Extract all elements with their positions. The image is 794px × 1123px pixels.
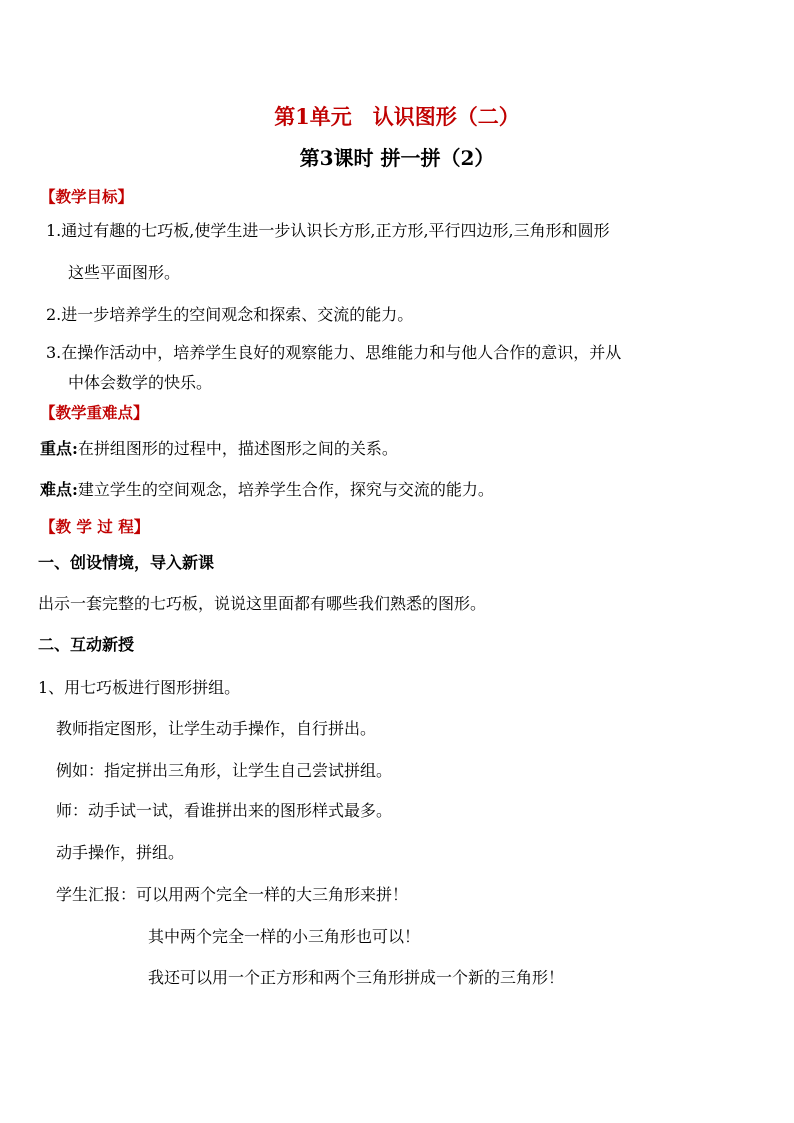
section-2-heading: 二、互动新授 [38,635,135,654]
process-heading: 【教 学 过 程】 [40,517,150,536]
lesson-subtitle: 第3课时 拼一拼（2） [299,146,495,170]
difficulty-label: 难点: [40,480,78,499]
objectives-heading: 【教学目标】 [40,187,134,206]
section-1-text: 出示一套完整的七巧板，说说这里面都有哪些我们熟悉的图形。 [38,594,487,613]
unit-title: 第1单元 认识图形（二） [274,104,520,129]
paragraph-5: 学生汇报：可以用两个完全一样的大三角形来拼！ [56,885,409,904]
step-1: 1、用七巧板进行图形拼组。 [38,678,241,697]
focus-label: 重点: [40,439,78,458]
paragraph-2: 例如：指定拼出三角形，让学生自己尝试拼组。 [56,761,393,780]
objective-1-line-1: 1.通过有趣的七巧板,使学生进一步认识长方形,正方形,平行四边形,三角形和圆形 [46,221,610,240]
objective-1-line-2: 这些平面图形。 [68,263,181,282]
keypoints-heading: 【教学重难点】 [40,403,149,422]
section-1-heading: 一、创设情境，导入新课 [38,553,215,572]
paragraph-1: 教师指定图形，让学生动手操作，自行拼出。 [56,719,377,738]
objective-3-line-2: 中体会数学的快乐。 [68,373,213,392]
paragraph-3: 师：动手试一试，看谁拼出来的图形样式最多。 [56,801,393,820]
difficulty-row [40,479,494,501]
difficulty-text: 建立学生的空间观念，培养学生合作，探究与交流的能力。 [77,480,494,499]
paragraph-7: 我还可以用一个正方形和两个三角形拼成一个新的三角形！ [148,968,565,987]
paragraph-4: 动手操作，拼组。 [56,843,185,862]
objective-2: 2.进一步培养学生的空间观念和探索、交流的能力。 [46,305,414,324]
objective-3-line-1: 3.在操作活动中，培养学生良好的观察能力、思维能力和与他人合作的意识，并从 [46,343,622,362]
paragraph-6: 其中两个完全一样的小三角形也可以！ [148,927,421,946]
focus-row [40,438,398,460]
focus-text: 在拼组图形的过程中，描述图形之间的关系。 [77,439,398,458]
